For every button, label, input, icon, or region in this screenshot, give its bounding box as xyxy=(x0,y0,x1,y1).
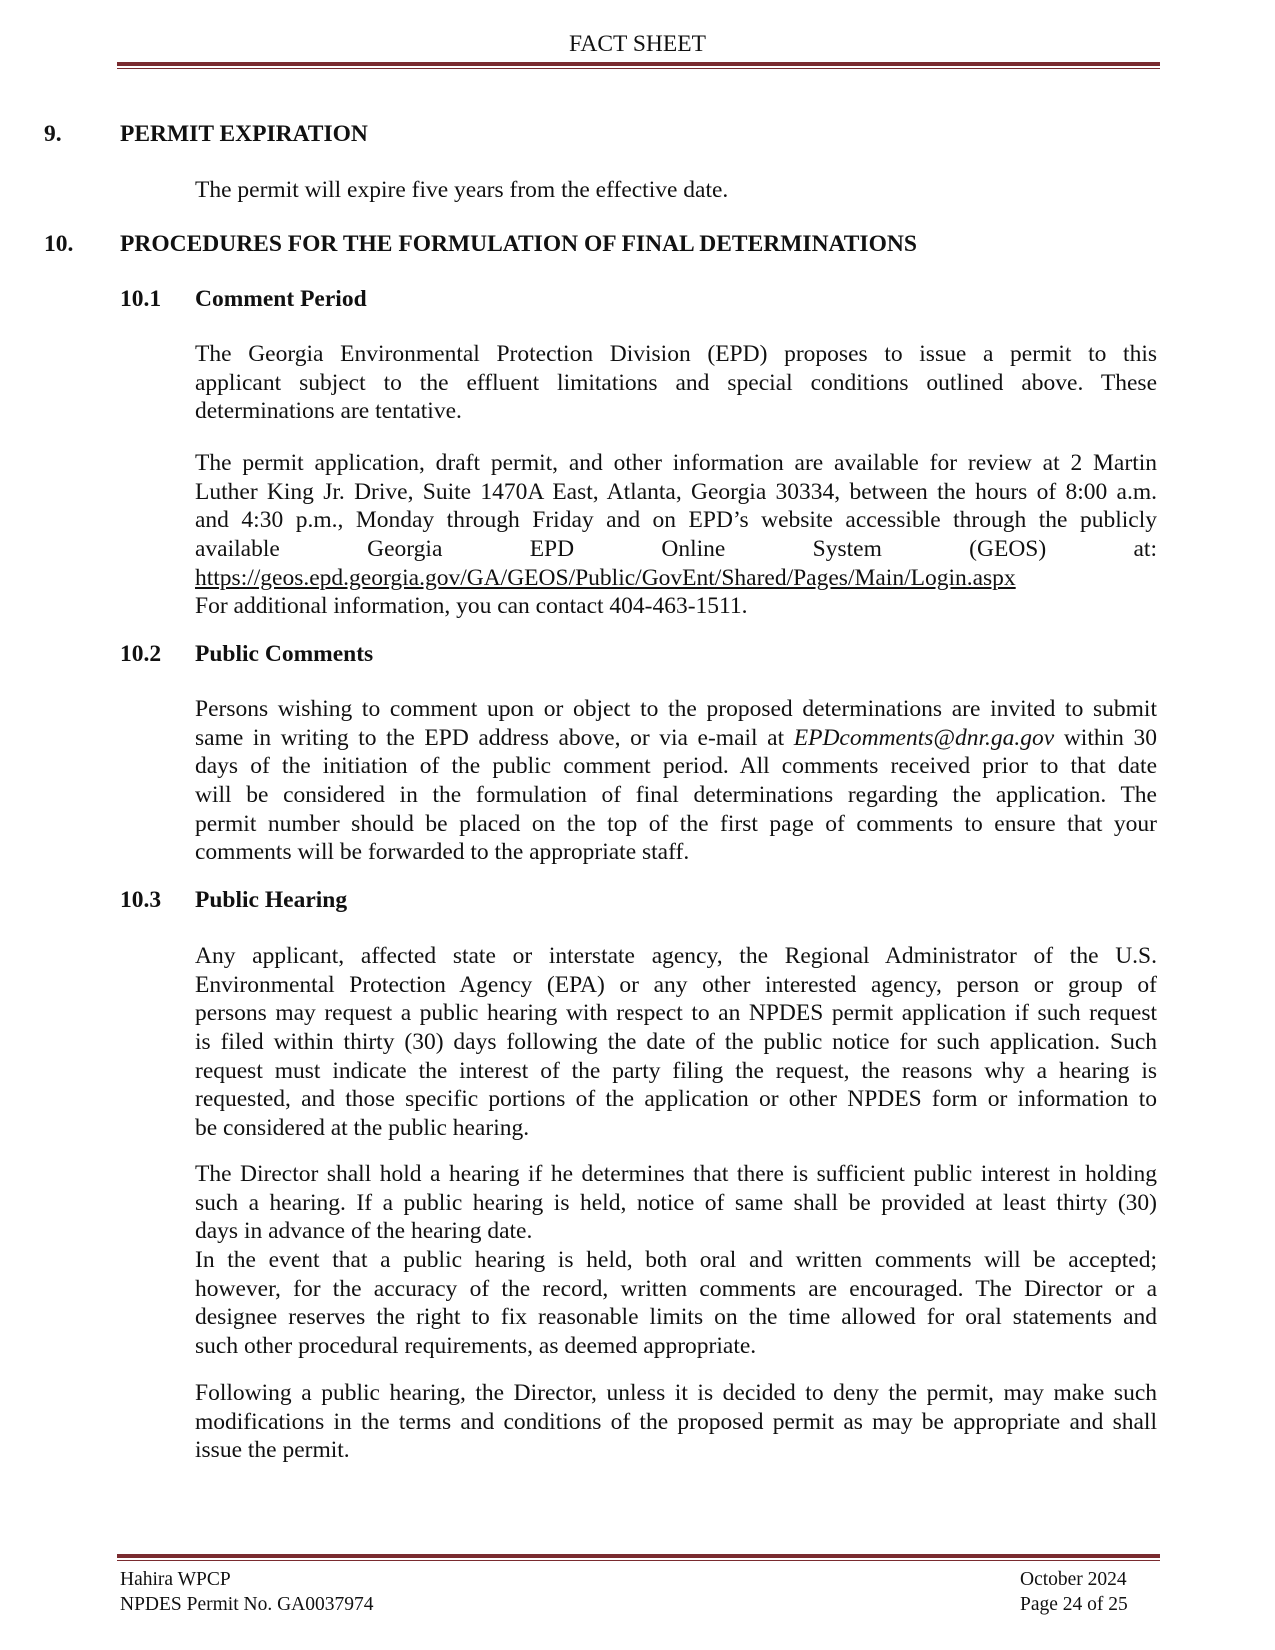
section-10-number: 10. xyxy=(44,231,74,257)
footer-permit-number: NPDES Permit No. GA0037974 xyxy=(120,1594,374,1615)
text-line: permit number should be placed on the top of the first page of comments to ensure that your xyxy=(195,810,1157,837)
text-line: is filed within thirty (30) days following the date of the public notice for such application. Such xyxy=(195,1029,1157,1056)
text-line: modifications in the terms and conditions of the proposed permit as may be appropriate and shall xyxy=(195,1408,1157,1435)
subsection-10-2-title: Public Comments xyxy=(195,641,374,667)
public-hearing-paragraph-1 xyxy=(195,942,1157,1143)
subsection-10-1-title: Comment Period xyxy=(195,286,367,312)
text-line-with-email: same in writing to the EPD address above, or via e-mail at EPDcomments@dnr.ga.gov within 30 xyxy=(195,724,1157,751)
header-divider xyxy=(117,62,1160,69)
footer-right xyxy=(1020,1567,1128,1617)
text-line: The Director shall hold a hearing if he determines that there is sufficient public interest in holding xyxy=(195,1161,1157,1187)
text-line: Any applicant, affected state or interstate agency, the Regional Administrator of the U.S. xyxy=(195,943,1157,969)
text-line: however, for the accuracy of the record, written comments are encouraged. The Director or a xyxy=(195,1275,1157,1302)
text-line: The Georgia Environmental Protection Division (EPD) proposes to issue a permit to this xyxy=(195,341,1157,367)
text-line: Luther King Jr. Drive, Suite 1470A East, Atlanta, Georgia 30334, between the hours of 8:00 a.m. xyxy=(195,478,1157,505)
section-10-title: PROCEDURES FOR THE FORMULATION OF FINAL DETERMINATIONS xyxy=(120,231,917,257)
text-line: designee reserves the right to fix reasonable limits on the time allowed for oral statements and xyxy=(195,1304,1157,1331)
subsection-10-2-number: 10.2 xyxy=(120,641,162,667)
text-line: persons may request a public hearing with respect to an NPDES permit application if such request xyxy=(195,1000,1157,1027)
text-line: In the event that a public hearing is held, both oral and written comments will be accepted; xyxy=(195,1247,1157,1274)
text-line: be considered at the public hearing. xyxy=(195,1115,530,1142)
public-hearing-paragraph-2 xyxy=(195,1160,1157,1361)
text-line: available Georgia EPD Online System (GEOS) at: xyxy=(195,536,1157,563)
text-line: days in advance of the hearing date. xyxy=(195,1218,533,1245)
text-line: requested, and those specific portions of the application or other NPDES form or information to xyxy=(195,1086,1157,1113)
text-line: comments will be forwarded to the appropriate staff. xyxy=(195,839,690,866)
text-line: issue the permit. xyxy=(195,1437,350,1464)
public-hearing-paragraph-4 xyxy=(195,1379,1157,1465)
text-line: and 4:30 p.m., Monday through Friday and on EPD’s website accessible through the publicly xyxy=(195,507,1157,534)
text-line: Following a public hearing, the Director, unless it is decided to deny the permit, may make such xyxy=(195,1380,1157,1406)
public-comments-paragraph xyxy=(195,695,1157,867)
subsection-10-3-title: Public Hearing xyxy=(195,887,348,913)
comment-period-paragraph-2 xyxy=(195,449,1157,621)
text-line: The permit will expire five years from the effective date. xyxy=(195,177,729,203)
section-9-text xyxy=(195,176,1157,205)
footer-page-number: Page 24 of 25 xyxy=(1020,1594,1128,1615)
text-line: such a hearing. If a public hearing is held, notice of same shall be provided at least thirty (30) xyxy=(195,1189,1157,1216)
text-line: determinations are tentative. xyxy=(195,398,462,425)
footer-left xyxy=(120,1567,374,1617)
text-line: Persons wishing to comment upon or object to the proposed determinations are invited to submit xyxy=(195,696,1157,722)
footer-date: October 2024 xyxy=(1020,1569,1127,1590)
section-9-number: 9. xyxy=(44,121,62,147)
page-header-title: FACT SHEET xyxy=(569,31,706,57)
subsection-10-3-number: 10.3 xyxy=(120,887,162,913)
contact-line: For additional information, you can contact 404-463-1511. xyxy=(195,593,748,620)
text-line: days of the initiation of the public comment period. All comments received prior to that date xyxy=(195,753,1157,780)
text-line: will be considered in the formulation of final determinations regarding the application. The xyxy=(195,782,1157,809)
comment-period-paragraph-1 xyxy=(195,340,1157,426)
epd-comments-email[interactable]: EPDcomments@dnr.ga.gov xyxy=(793,724,1055,751)
section-9-title: PERMIT EXPIRATION xyxy=(120,121,368,147)
text-line: Environmental Protection Agency (EPA) or any other interested agency, person or group of xyxy=(195,971,1157,998)
footer-facility: Hahira WPCP xyxy=(120,1569,231,1590)
text-line: request must indicate the interest of the party filing the request, the reasons why a hearing is xyxy=(195,1057,1157,1084)
text-line: applicant subject to the effluent limitations and special conditions outlined above. These xyxy=(195,369,1157,396)
text-line: such other procedural requirements, as deemed appropriate. xyxy=(195,1333,757,1360)
text-line: The permit application, draft permit, and other information are available for review at 2 Martin xyxy=(195,450,1157,476)
subsection-10-1-number: 10.1 xyxy=(120,286,162,312)
geos-login-link[interactable]: https://geos.epd.georgia.gov/GA/GEOS/Public/GovEnt/Shared/Pages/Main/Login.aspx xyxy=(195,564,1016,591)
footer-divider xyxy=(117,1554,1160,1561)
